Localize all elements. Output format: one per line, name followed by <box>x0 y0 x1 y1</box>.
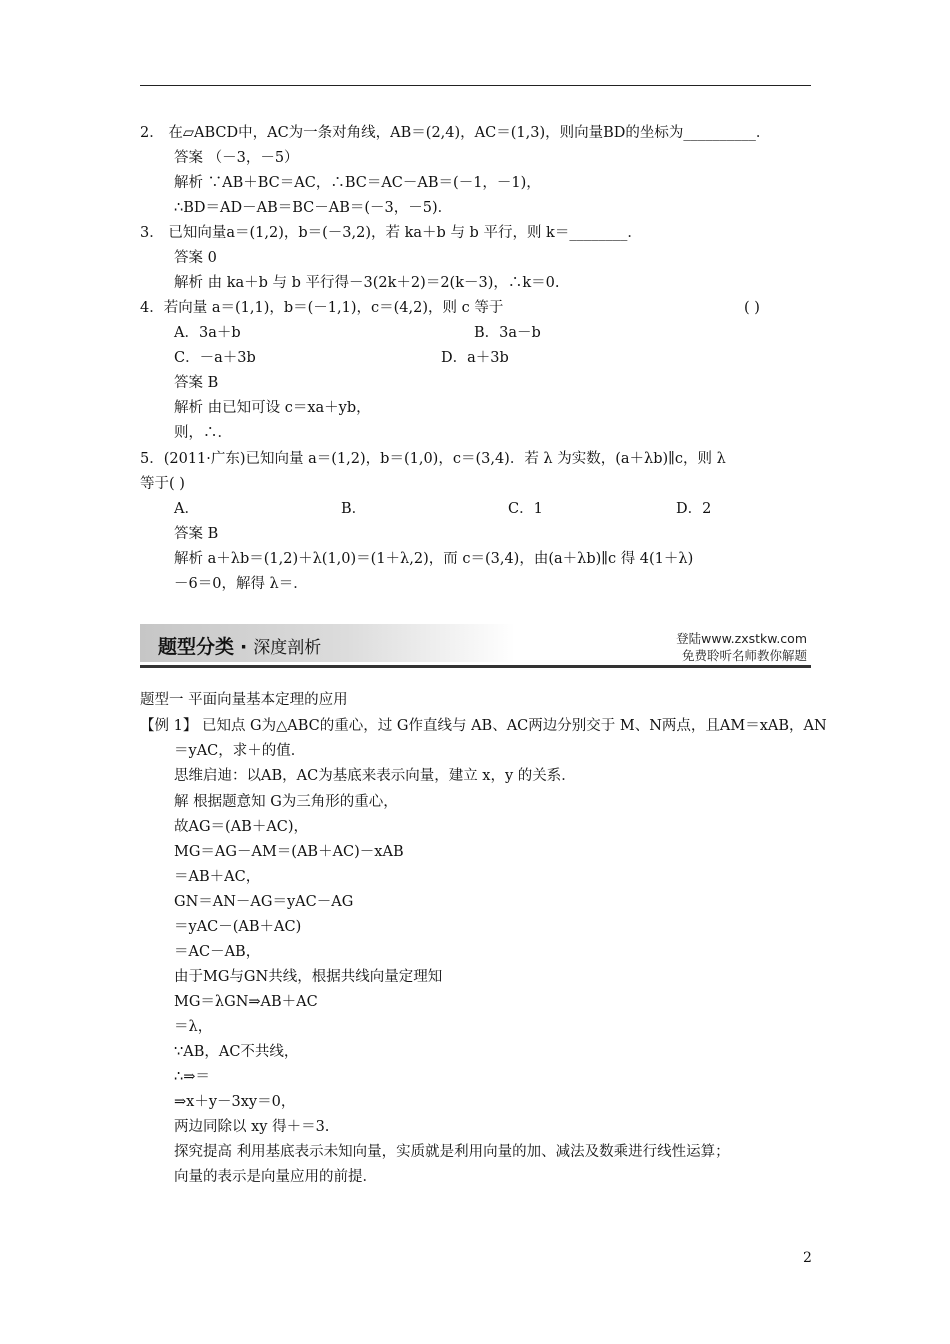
text-line: 5．(2011·广东)已知向量 a＝(1,2)，b＝(1,0)，c＝(3,4)．若 λ 为实数，(a＋λb)∥c，则 λ <box>140 451 726 467</box>
text-line: 解 根据题意知 G为三角形的重心， <box>174 794 398 810</box>
text-line: ⇒x＋y－3xy＝0， <box>174 1094 296 1110</box>
text-line: 思维启迪：以AB，AC为基底来表示向量，建立 x，y 的关系． <box>174 768 576 784</box>
page-number: 2 <box>803 1250 812 1266</box>
text-line: －6＝0，解得 λ＝． <box>174 576 308 592</box>
text-line: 4．若向量 a＝(1,1)，b＝(－1,1)，c＝(4,2)，则 c 等于 <box>140 300 504 316</box>
text-line: 答案 B <box>174 375 219 391</box>
text-line: MG＝AG－AM＝(AB＋AC)－xAB <box>174 844 404 860</box>
text-line: 2． 在▱ABCD中，AC为一条对角线，AB＝(2,4)，AC＝(1,3)，则向量BD的坐标为__________． <box>140 125 771 141</box>
text-line: 答案 B <box>174 526 219 542</box>
text-line: 题型一 平面向量基本定理的应用 <box>140 692 348 708</box>
text-line: 解析 由已知可设 c＝xa＋yb， <box>174 400 371 416</box>
banner-site-link[interactable]: 登陆www.zxstkw.com <box>676 631 807 646</box>
text-line: B． <box>341 501 367 517</box>
text-line: 故AG＝(AB＋AC)， <box>174 819 309 835</box>
text-line: C．1 <box>508 501 543 517</box>
section-banner <box>140 620 811 668</box>
text-line: ( ) <box>744 300 760 316</box>
text-line: 答案 （－3，－5） <box>174 150 299 166</box>
header-rule <box>140 85 811 86</box>
banner-title-main: 题型分类 <box>158 636 235 658</box>
banner-dot: · <box>240 636 248 658</box>
text-line: 3． 已知向量a＝(1,2)，b＝(－3,2)，若 ka＋b 与 b 平行，则 k＝________． <box>140 225 642 241</box>
text-line: D．2 <box>676 501 712 517</box>
text-line: GN＝AN－AG＝yAC－AG <box>174 894 354 910</box>
text-line: ＝yAC，求＋的值． <box>174 743 306 759</box>
text-line: 等于( ) <box>140 476 185 492</box>
text-line: 解析 a＋λb＝(1,2)＋λ(1,0)＝(1＋λ,2)，而 c＝(3,4)，由(a＋λb)∥c 得 4(1＋λ) <box>174 551 694 567</box>
banner-title <box>158 632 321 659</box>
text-line: 向量的表示是向量应用的前提． <box>174 1169 377 1185</box>
text-line: ＝yAC－(AB＋AC) <box>174 919 302 935</box>
text-line: 解析 ∵AB＋BC＝AC，∴BC＝AC－AB＝(－1，－1)， <box>174 175 541 191</box>
banner-subtitle: 深度剖析 <box>253 638 322 658</box>
text-line: ＝AC－AB， <box>174 944 261 960</box>
text-line: 探究提高 利用基底表示未知向量，实质就是利用向量的加、减法及数乘进行线性运算； <box>174 1144 730 1160</box>
banner-tagline: 免费聆听名师教你解题 <box>681 648 807 663</box>
text-line: 【例 1】 已知点 G为△ABC的重心，过 G作直线与 AB、AC两边分别交于 M、N两点，且AM＝xAB，AN <box>140 718 827 734</box>
text-line: ∴⇒＝ <box>174 1069 210 1085</box>
text-line: D．a＋3b <box>441 350 509 366</box>
text-line: 两边同除以 xy 得＋＝3. <box>174 1119 330 1135</box>
text-line: ∴BD＝AD－AB＝BC－AB＝(－3，－5)． <box>174 200 453 216</box>
text-line: MG＝λGN⇒AB＋AC <box>174 994 318 1010</box>
text-line: ∵AB，AC不共线， <box>174 1044 299 1060</box>
text-line: 由于MG与GN共线，根据共线向量定理知 <box>174 969 443 985</box>
text-line: B．3a－b <box>474 325 541 341</box>
text-line: C．－a＋3b <box>174 350 256 366</box>
text-line: A．3a＋b <box>174 325 241 341</box>
text-line: ＝λ， <box>174 1019 213 1035</box>
text-line: A． <box>174 501 199 517</box>
text-line: 解析 由 ka＋b 与 b 平行得－3(2k＋2)＝2(k－3)，∴k＝0. <box>174 275 560 291</box>
text-line: 则，∴． <box>174 425 232 441</box>
text-line: 答案 0 <box>174 250 217 266</box>
text-line: ＝AB＋AC， <box>174 869 261 885</box>
banner-rule <box>140 665 811 668</box>
